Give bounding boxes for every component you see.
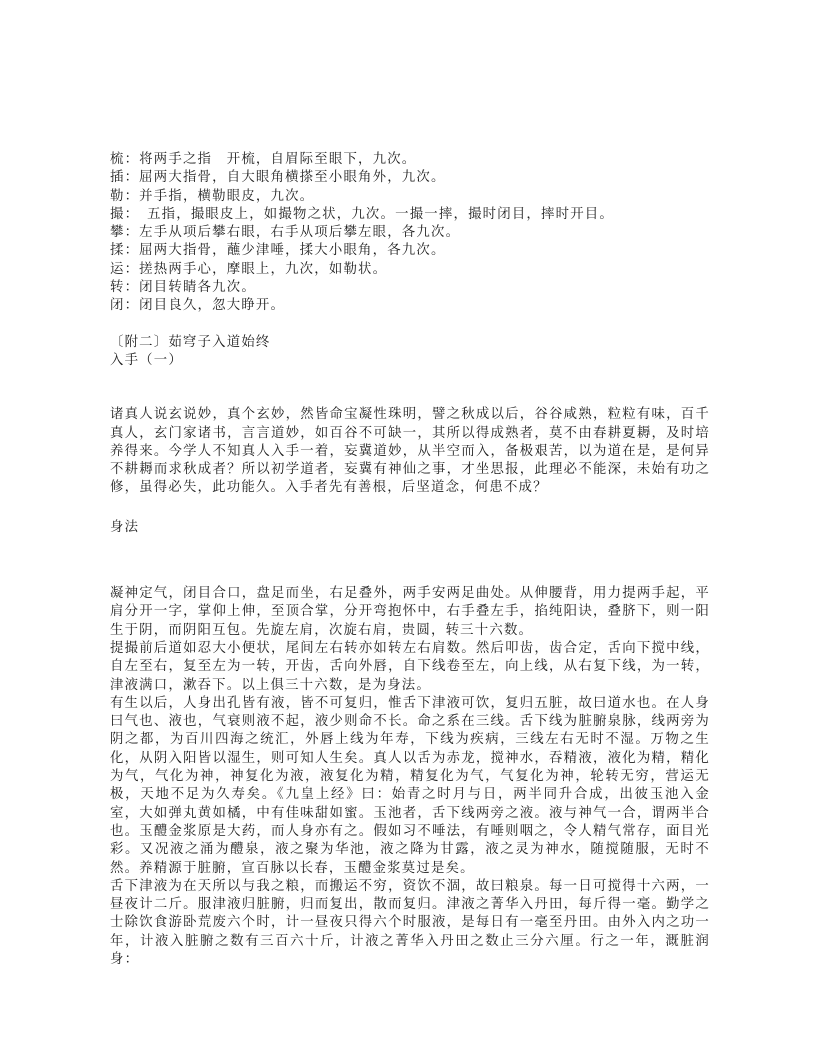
subsection-heading-body-method: 身法 [110,518,140,534]
eye-method-list [110,150,710,315]
method-line-pan: 攀：左手从项后攀右眼，右手从项后攀左眼，各九次。 [110,224,461,240]
method-line-bi: 闭：闭目良久，忽大睁开。 [110,297,286,313]
method-line-zhuan: 转：闭目转睛各九次。 [110,279,256,295]
paragraph-saliva-theory: 有生以后，人身出孔皆有液，皆不可复归，惟舌下津液可饮，复归五脏，故曰道水也。在人身曰气也、液也，气衰则液不起，液少则命不长。命之系在三线。舌下线为脏腑泉脉，线两旁为阴之都，为百川四海之统汇，外唇上线为年寿，下线为疾病，三线左右无时不湿。万物之生化，从阴入阳皆以湿生，则可知人生矣。真人以舌为赤龙，搅神水，吞精液，液化为精，精化为气，气化为神，神复化为液，液复化为精，精复化为气，气复化为神，轮转无穷，营运无极，天地不足为久寿矣。《九皇上经》曰：始青之时月与日，两半同升合成，出彼玉池入金室，大如弹丸黄如橘，中有佳味甜如蜜。玉池者，舌下线两旁之液。液与神气一合，谓两半合也。玉醴金浆原是大药，而人身亦有之。假如习不唾法，有唾则咽之，令人精气常存，面目光彩。又况液之涌为醴泉，液之聚为华池，液之降为甘露，液之灵为神水，随搅随服，无时不然。养精源于脏腑，宣百脉以长春，玉醴金浆莫过是矣。 [110,694,710,875]
text-content [110,150,710,968]
paragraph-saliva-measure: 舌下津液为在天所以与我之粮，而搬运不穷，资饮不涸，故曰粮泉。每一日可搅得十六两，一昼夜计二斤。服津液归脏腑，归而复出，散而复归。津液之菁华入丹田，每斤得一毫。勤学之士除饮食游卧荒废六个时，计一昼夜只得六个时服液，是每日有一毫至丹田。由外入内之功一年，计液入脏腑之数有三百六十斤，计液之菁华入丹田之数止三分六厘。行之一年，溉脏润身： [110,877,710,966]
appendix-title: 〔附二〕茹穹子入道始终 [110,333,271,349]
method-line-yun: 运：搓热两手心，摩眼上，九次，如勒状。 [110,260,388,276]
paragraph-intro: 诸真人说玄说妙，真个玄妙，然皆命宝凝性珠明，譬之秋成以后，谷谷咸熟，粒粒有味，百千真人，玄门家诸书，言言道妙，如百谷不可缺一，其所以得成熟者，莫不由春耕夏耨，及时培养得来。今学人不知真人入手一着，妄冀道妙，从半空而入，备极艰苦，以为道在是，是何异不耕耨而求秋成者？所以初学道者，妄冀有神仙之事，才坐思报，此理必不能深，未始有功之修，虽得必失，此功能久。入手者先有善根，后坚道念，何患不成？ [110,406,710,495]
section-heading: 入手（一） [110,351,183,367]
method-line-shu: 梳：将两手之指 开梳，自眉际至眼下，九次。 [110,151,417,166]
method-line-cha: 插：屈两大指骨，自大眼角横搽至小眼角外，九次。 [110,169,446,185]
method-line-cuo: 撮： 五指，撮眼皮上，如撮物之状，九次。一撮一摔，撮时闭目，摔时开目。 [110,205,614,221]
paragraph-tongue-routine: 提撮前后道如忍大小便状，尾间左右转亦如转左右肩数。然后叩齿，齿合定，舌向下搅中线，自左至右，复至左为一转，开齿，舌向外唇，自下线卷至左，向上线，从右复下线，为一转，津液满口，漱吞下。以上俱三十六数，是为身法。 [110,639,710,692]
method-line-rou: 揉：屈两大指骨，蘸少津唾，揉大小眼角，各九次。 [110,242,446,258]
paragraph-posture: 凝神定气，闭目合口，盘足而坐，右足叠外，两手安两足曲处。从伸腰背，用力提两手起，平肩分开一字，掌仰上伸，至顶合掌，分开弯抱怀中，右手叠左手，掐纯阳诀，叠脐下，则一阳生于阴，而阴阳互包。先旋左肩，次旋右肩，贵圆，转三十六数。 [110,585,710,637]
method-line-le: 勒：并手指，横勒眼皮，九次。 [110,187,315,203]
